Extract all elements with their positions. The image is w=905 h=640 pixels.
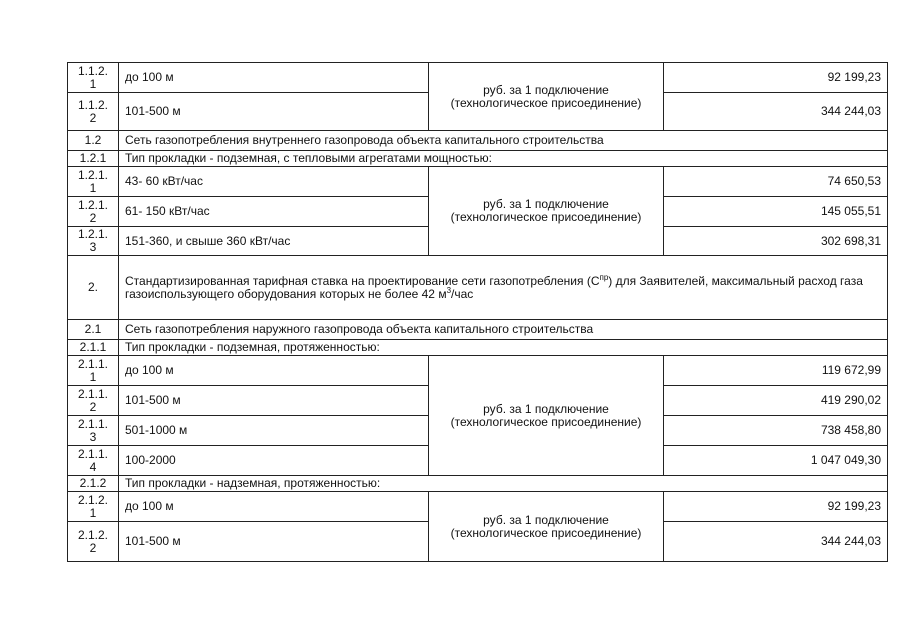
unit-cell: руб. за 1 подключение (технологическое присоединение): [429, 167, 664, 256]
row-value: 344 244,03: [664, 93, 888, 131]
row-description: 151-360, и свыше 360 кВт/час: [119, 227, 429, 256]
row-number: 2.1.1. 1: [68, 356, 119, 386]
row-description: до 100 м: [119, 63, 429, 93]
row-number: 2.: [68, 256, 119, 320]
row-number: 2.1.1. 2: [68, 386, 119, 416]
tariff-table: [67, 62, 888, 562]
section-title: Тип прокладки - подземная, с тепловыми агрегатами мощностью:: [119, 151, 888, 167]
row-number: 1.2.1. 3: [68, 227, 119, 256]
row-number: 1.1.2. 1: [68, 63, 119, 93]
row-number: 2.1: [68, 320, 119, 340]
row-number: 2.1.2. 2: [68, 522, 119, 562]
section-title: Сеть газопотребления наружного газопровода объекта капитального строительства: [119, 320, 888, 340]
section-title: Стандартизированная тарифная ставка на проектирование сети газопотребления $(С^{пр})$ для Заявителей, максимальный расход газа газоиспользующего оборудования которых не более 42 $м^3$/час: [119, 256, 888, 320]
row-value: 74 650,53: [664, 167, 888, 197]
row-description: до 100 м: [119, 356, 429, 386]
unit-cell: руб. за 1 подключение (технологическое присоединение): [429, 63, 664, 131]
row-value: 344 244,03: [664, 522, 888, 562]
section-row: [68, 340, 888, 356]
row-value: 1 047 049,30: [664, 446, 888, 476]
section-title: Сеть газопотребления внутреннего газопровода объекта капитального строительства: [119, 131, 888, 151]
unit-cell: руб. за 1 подключение (технологическое присоединение): [429, 492, 664, 562]
row-value: 92 199,23: [664, 492, 888, 522]
row-value: 119 672,99: [664, 356, 888, 386]
row-value: 92 199,23: [664, 63, 888, 93]
row-number: 2.1.1. 3: [68, 416, 119, 446]
row-number: 1.2.1. 1: [68, 167, 119, 197]
row-number: 2.1.2. 1: [68, 492, 119, 522]
row-number: 1.2: [68, 131, 119, 151]
section-row: [68, 476, 888, 492]
unit-cell: руб. за 1 подключение (технологическое присоединение): [429, 356, 664, 476]
row-value: 419 290,02: [664, 386, 888, 416]
row-value: 302 698,31: [664, 227, 888, 256]
section-title: Тип прокладки - надземная, протяженностью:: [119, 476, 888, 492]
row-description: 100-2000: [119, 446, 429, 476]
section-row: [68, 256, 888, 320]
table-row: [68, 356, 888, 386]
row-number: 2.1.2: [68, 476, 119, 492]
table-row: [68, 63, 888, 93]
row-description: 501-1000 м: [119, 416, 429, 446]
row-value: 145 055,51: [664, 197, 888, 227]
row-description: 101-500 м: [119, 93, 429, 131]
row-number: 2.1.1. 4: [68, 446, 119, 476]
section-title: Тип прокладки - подземная, протяженностью:: [119, 340, 888, 356]
section-row: [68, 131, 888, 151]
row-description: до 100 м: [119, 492, 429, 522]
section-row: [68, 151, 888, 167]
row-number: 1.1.2. 2: [68, 93, 119, 131]
row-number: 1.2.1: [68, 151, 119, 167]
table-row: [68, 492, 888, 522]
row-description: 61- 150 кВт/час: [119, 197, 429, 227]
row-description: 101-500 м: [119, 386, 429, 416]
section-row: [68, 320, 888, 340]
table-row: [68, 167, 888, 197]
row-description: 101-500 м: [119, 522, 429, 562]
row-number: 1.2.1. 2: [68, 197, 119, 227]
row-description: 43- 60 кВт/час: [119, 167, 429, 197]
row-value: 738 458,80: [664, 416, 888, 446]
row-number: 2.1.1: [68, 340, 119, 356]
